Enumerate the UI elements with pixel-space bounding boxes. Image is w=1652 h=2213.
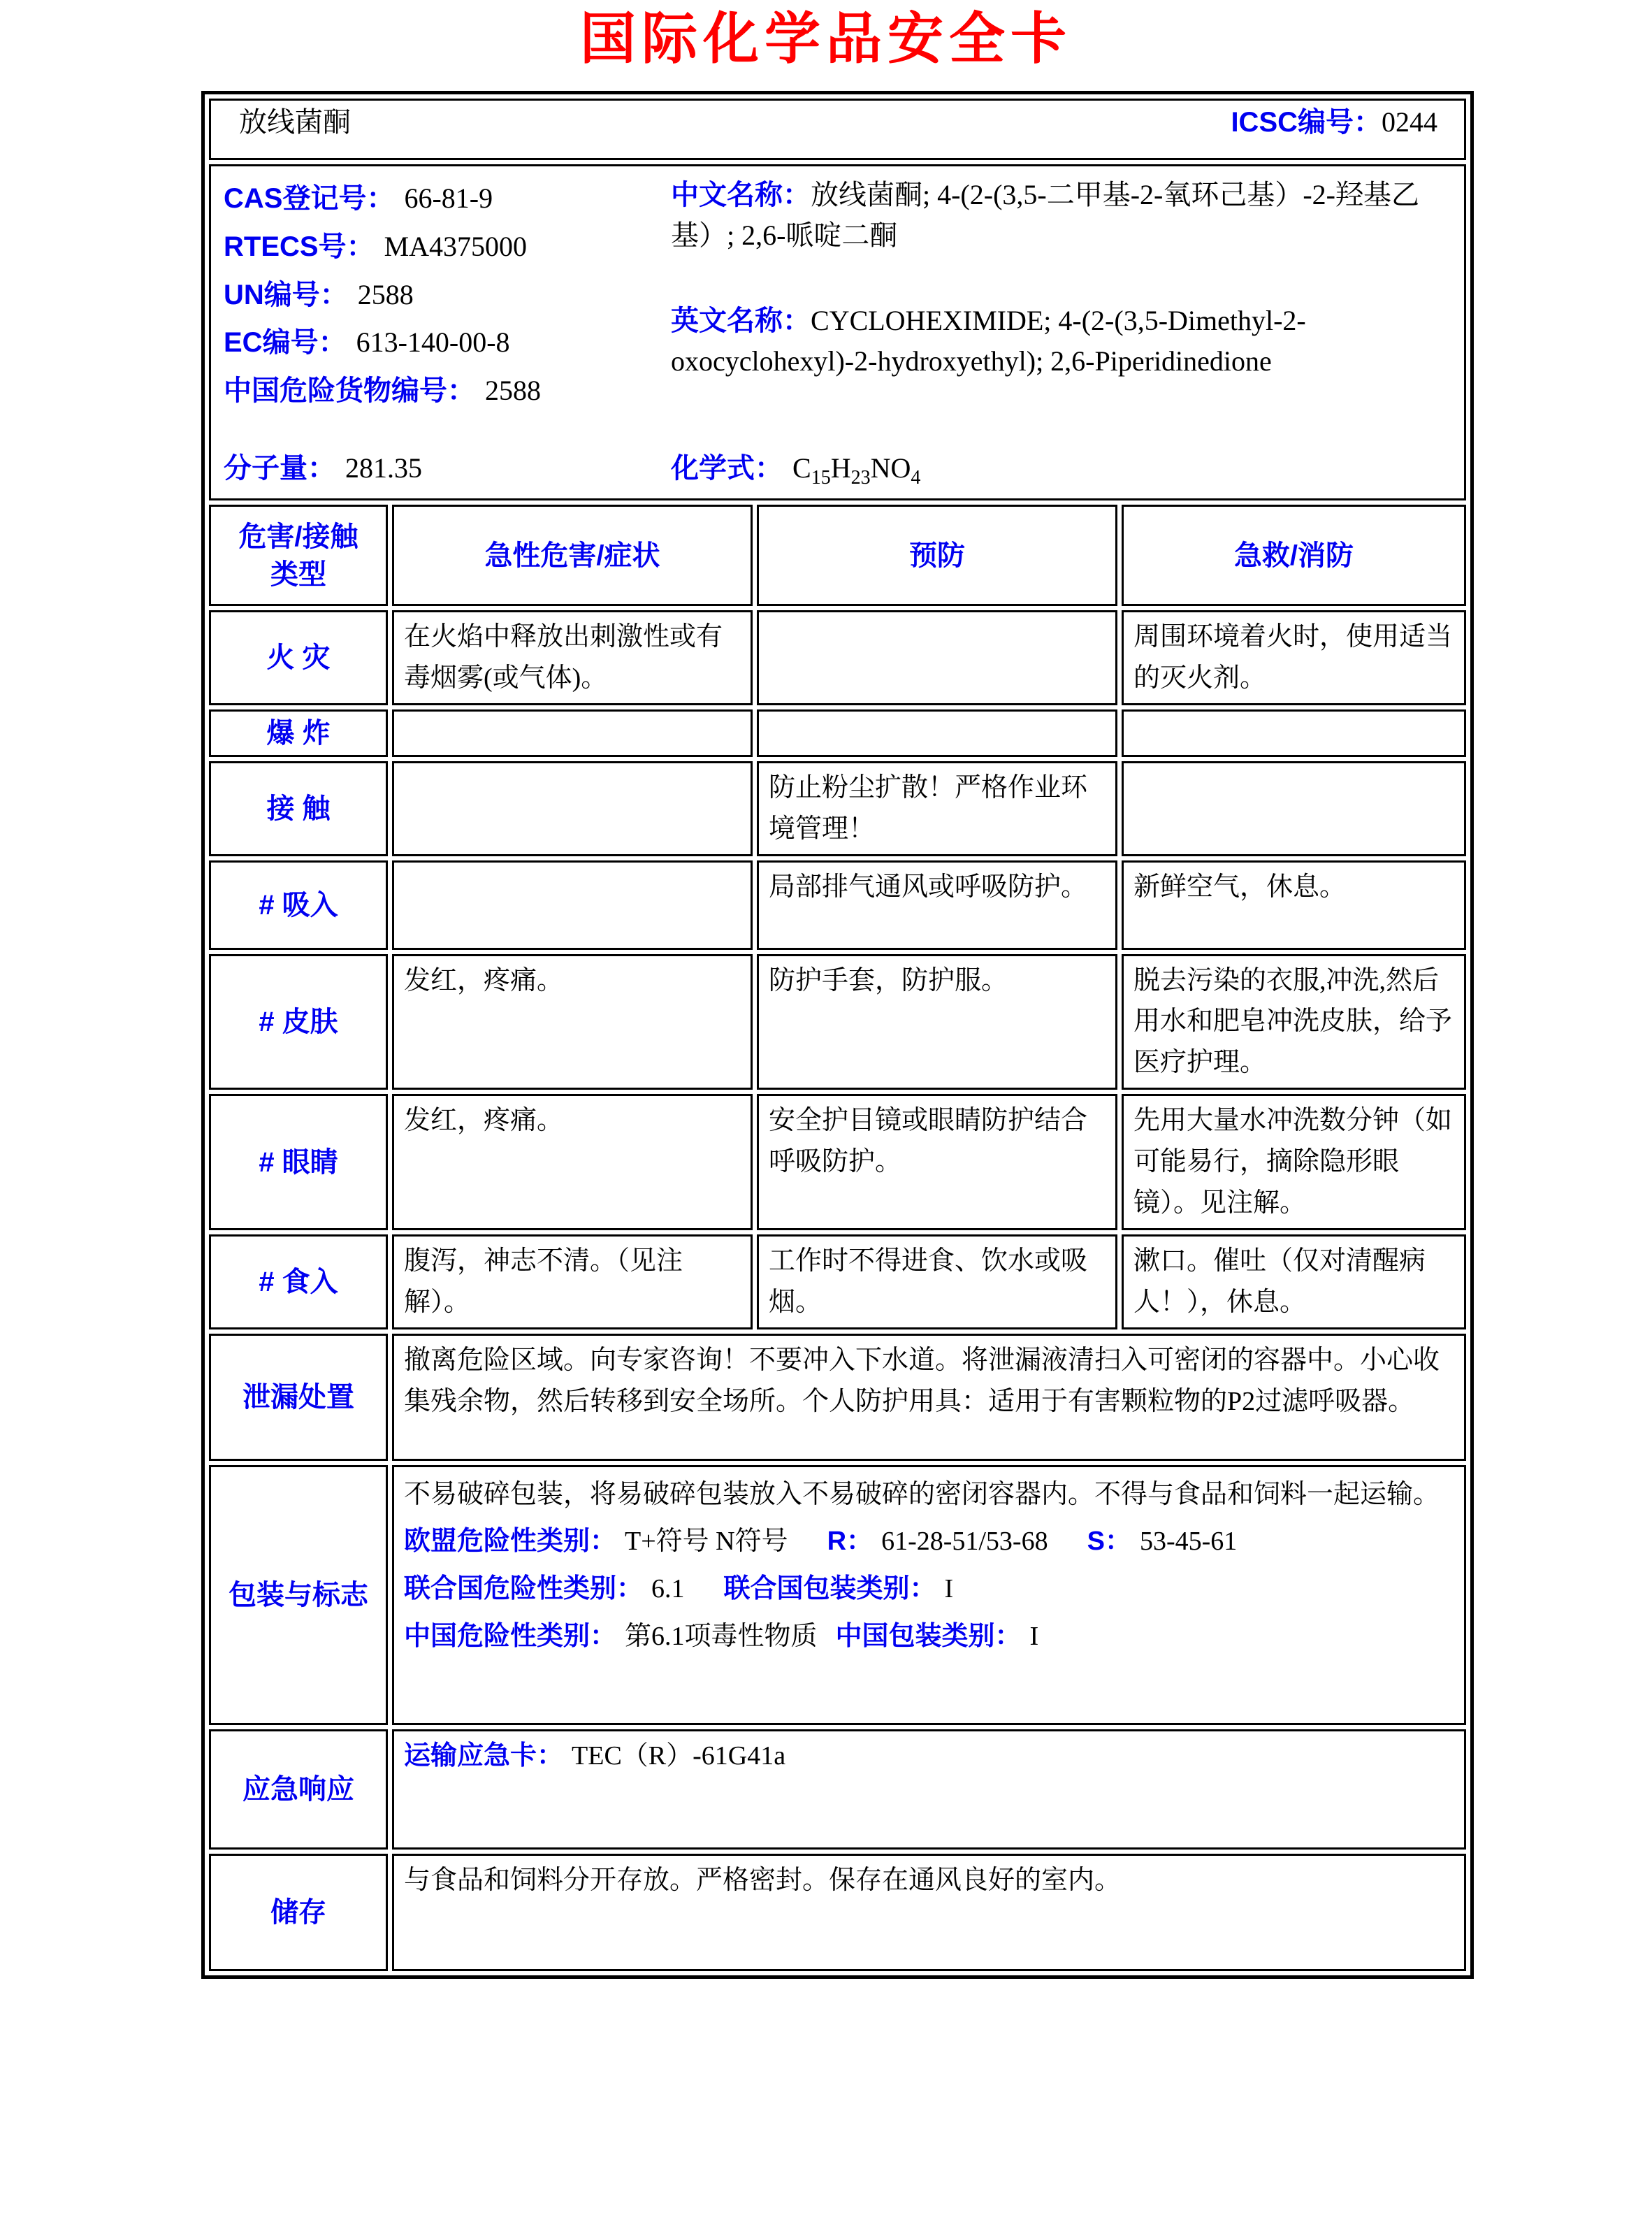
row-eyes xyxy=(209,1094,1466,1230)
row-emergency xyxy=(209,1729,1466,1850)
row-exposure-response xyxy=(1122,761,1466,856)
row-packaging-label: 包装与标志 xyxy=(209,1465,388,1725)
icsc-value: 0244 xyxy=(1382,106,1438,138)
row-skin-label: # 皮肤 xyxy=(209,954,388,1090)
row-eyes-response: 先用大量水冲洗数分钟（如可能易行，摘除隐形眼镜）。见注解。 xyxy=(1122,1094,1466,1230)
page-title: 国际化学品安全卡 xyxy=(580,8,1072,70)
row-eyes-prevention: 安全护目镜或眼睛防护结合呼吸防护。 xyxy=(757,1094,1117,1230)
row-emergency-content xyxy=(392,1729,1466,1850)
names-block xyxy=(671,175,1451,447)
packaging-text: 不易破碎包装，将易破碎包装放入不易破碎的密闭容器内。不得与食品和饲料一起运输。 xyxy=(404,1479,1440,1509)
row-inhalation xyxy=(209,860,1466,950)
english-name: 英文名称：CYCLOHEXIMIDE; 4-(2-(3,5-Dimethyl-2-oxocyclohexyl)-2-hydroxyethyl); 2,6-Piperidinedione xyxy=(671,305,1306,377)
packaging-cn-line: 中国危险性类别： 第6.1项毒性物质 中国包装类别： I xyxy=(404,1621,1039,1651)
card-header-row xyxy=(209,99,1466,160)
row-fire-label: 火 灾 xyxy=(209,610,388,705)
substance-name: 放线菌酮 xyxy=(239,106,351,138)
row-explosion-symptoms xyxy=(392,709,753,757)
cas-number: CAS登记号： 66-81-9 xyxy=(224,182,493,214)
row-skin-response: 脱去污染的衣服,冲洗,然后用水和肥皂冲洗皮肤，给予医疗护理。 xyxy=(1122,954,1466,1090)
row-exposure-prevention: 防止粉尘扩散！严格作业环境管理！ xyxy=(757,761,1117,856)
row-exposure-symptoms xyxy=(392,761,753,856)
row-explosion-response xyxy=(1122,709,1466,757)
row-inhalation-label: # 吸入 xyxy=(209,860,388,950)
icsc-number xyxy=(1231,101,1437,144)
tec-value: TEC（R）-61G41a xyxy=(572,1740,786,1771)
row-inhalation-symptoms xyxy=(392,860,753,950)
packaging-un-line: 联合国危险性类别： 6.1 联合国包装类别： I xyxy=(404,1573,954,1603)
row-explosion-prevention xyxy=(757,709,1117,757)
row-skin xyxy=(209,954,1466,1090)
registry-list xyxy=(224,175,671,447)
row-ingestion-symptoms: 腹泻，神志不清。（见注解）。 xyxy=(392,1234,753,1329)
header-hazard-type: 危害/接触 类型 xyxy=(209,505,388,606)
identity-row xyxy=(209,164,1466,500)
row-fire xyxy=(209,610,1466,705)
row-explosion xyxy=(209,709,1466,757)
row-ingestion-response: 漱口。催吐（仅对清醒病人！），休息。 xyxy=(1122,1234,1466,1329)
tec-label: 运输应急卡： xyxy=(404,1740,564,1771)
row-eyes-label: # 眼睛 xyxy=(209,1094,388,1230)
row-fire-prevention xyxy=(757,610,1117,705)
packaging-eu-line: 欧盟危险性类别： T+符号 N符号 R： 61-28-51/53-68 S： 53-45-61 xyxy=(404,1527,1238,1557)
row-exposure-label: 接 触 xyxy=(209,761,388,856)
row-storage-text: 与食品和饲料分开存放。严格密封。保存在通风良好的室内。 xyxy=(392,1854,1466,1971)
row-skin-prevention: 防护手套，防护服。 xyxy=(757,954,1117,1090)
row-fire-response: 周围环境着火时，使用适当的灭火剂。 xyxy=(1122,610,1466,705)
header-first-aid: 急救/消防 xyxy=(1122,505,1466,606)
row-spillage-text: 撤离危险区域。向专家咨询！不要冲入下水道。将泄漏液清扫入可密闭的容器中。小心收集残余物，然后转移到安全场所。个人防护用具：适用于有害颗粒物的P2过滤呼吸器。 xyxy=(392,1334,1466,1461)
row-inhalation-response: 新鲜空气，休息。 xyxy=(1122,860,1466,950)
row-ingestion-label: # 食入 xyxy=(209,1234,388,1329)
header-symptoms: 急性危害/症状 xyxy=(392,505,753,606)
row-ingestion-prevention: 工作时不得进食、饮水或吸烟。 xyxy=(757,1234,1117,1329)
row-exposure xyxy=(209,761,1466,856)
row-ingestion xyxy=(209,1234,1466,1329)
row-spillage xyxy=(209,1334,1466,1461)
row-emergency-label: 应急响应 xyxy=(209,1729,388,1850)
header-prevention: 预防 xyxy=(757,505,1117,606)
row-skin-symptoms: 发红，疼痛。 xyxy=(392,954,753,1090)
chemical-formula: 化学式： $C_{15}H_{23}NO_4$ xyxy=(671,452,921,489)
row-inhalation-prevention: 局部排气通风或呼吸防护。 xyxy=(757,860,1117,950)
row-storage xyxy=(209,1854,1466,1971)
row-explosion-label: 爆 炸 xyxy=(209,709,388,757)
rtecs-number: RTECS号： MA4375000 xyxy=(224,230,528,262)
icsc-label: ICSC编号： xyxy=(1231,107,1382,138)
row-packaging xyxy=(209,1465,1466,1725)
row-fire-symptoms: 在火焰中释放出刺激性或有毒烟雾(或气体)。 xyxy=(392,610,753,705)
row-spillage-label: 泄漏处置 xyxy=(209,1334,388,1461)
ec-number: EC编号： 613-140-00-8 xyxy=(224,326,510,359)
molecular-weight: 分子量： 281.35 xyxy=(224,452,422,484)
chinese-name: 中文名称：放线菌酮; 4-(2-(3,5-二甲基-2-氧环己基）-2-羟基乙基）; 2,6-哌啶二酮 xyxy=(671,179,1419,251)
row-eyes-symptoms: 发红，疼痛。 xyxy=(392,1094,753,1230)
china-dg-number: 中国危险货物编号： 2588 xyxy=(224,375,541,407)
row-storage-label: 储存 xyxy=(209,1854,388,1971)
un-number: UN编号： 2588 xyxy=(224,278,414,310)
hazard-header-row xyxy=(209,505,1466,606)
safety-card-table xyxy=(201,91,1474,1979)
row-packaging-content xyxy=(392,1465,1466,1725)
